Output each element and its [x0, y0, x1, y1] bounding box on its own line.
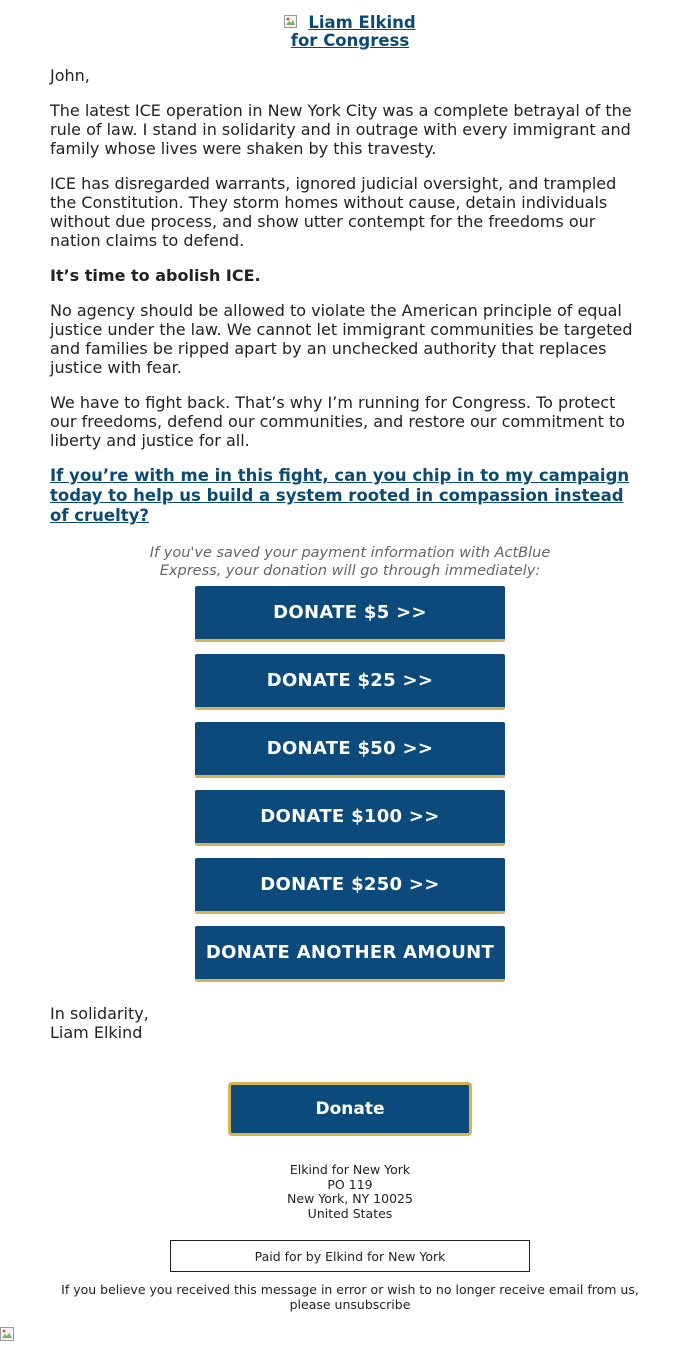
donate-50-button[interactable]: DONATE $50 >>: [195, 722, 505, 778]
address-line4: United States: [307, 1205, 393, 1221]
logo-alt-line1[interactable]: Liam Elkind: [308, 13, 416, 32]
address-line2: PO 119: [327, 1176, 373, 1192]
logo-link[interactable]: [284, 14, 415, 50]
email-body: [50, 66, 640, 542]
greeting: John,: [50, 66, 90, 85]
signoff-name: Liam Elkind: [50, 1023, 143, 1042]
donate-100-button[interactable]: DONATE $100 >>: [195, 790, 505, 846]
mailing-address: [0, 1163, 700, 1221]
donate-5-button[interactable]: DONATE $5 >>: [195, 586, 505, 642]
footer-line1: If you believe you received this message in error or wish to no longer receive email from us,: [61, 1282, 639, 1297]
tracking-pixel-broken-image-icon: [0, 1327, 16, 1343]
signoff: [50, 1004, 149, 1042]
paragraph-5: We have to fight back. That’s why I’m running for Congress. To protect our freedoms, defend our communities, and restore our commitment to liberty and justice for all.: [50, 393, 626, 450]
donate-25-button[interactable]: DONATE $25 >>: [195, 654, 505, 710]
donate-another-amount-button[interactable]: DONATE ANOTHER AMOUNT: [195, 926, 505, 982]
paragraph-abolish-ice: It’s time to abolish ICE.: [50, 266, 261, 285]
paid-for-disclaimer: Paid for by Elkind for New York: [170, 1240, 530, 1272]
paragraph-2: ICE has disregarded warrants, ignored judicial oversight, and trampled the Constitution. They storm homes without cause, detain individuals without due process, and show utter contempt for the freedoms our nation claims to defend.: [50, 174, 617, 250]
header-logo[interactable]: [0, 14, 700, 50]
donate-250-button[interactable]: DONATE $250 >>: [195, 858, 505, 914]
broken-image-icon: [284, 15, 298, 29]
donate-button[interactable]: Donate: [228, 1082, 472, 1136]
paragraph-4: No agency should be allowed to violate the American principle of equal justice under the law. We cannot let immigrant communities be targeted and families be ripped apart by an unchecked authority that replaces justice with fear.: [50, 301, 633, 377]
address-line1: Elkind for New York: [289, 1162, 411, 1177]
cta-link[interactable]: If you’re with me in this fight, can you chip in to my campaign today to help us build a system rooted in compassion instead of cruelty?: [50, 466, 630, 525]
express-note-line2: Express, your donation will go through immediately:: [159, 563, 541, 579]
actblue-express-note: [0, 544, 700, 580]
signoff-line1: In solidarity,: [50, 1004, 149, 1023]
unsubscribe-footer: [50, 1282, 650, 1312]
unsubscribe-link[interactable]: please unsubscribe: [289, 1297, 411, 1312]
address-line3: New York, NY 10025: [287, 1191, 413, 1206]
express-note-line1: If you've saved your payment information with ActBlue: [149, 545, 551, 561]
logo-alt-line2[interactable]: for Congress: [290, 31, 410, 50]
paragraph-1: The latest ICE operation in New York City was a complete betrayal of the rule of law. I stand in solidarity and in outrage with every immigrant and family whose lives were shaken by this travesty.: [50, 101, 632, 158]
cta-paragraph: [50, 466, 640, 526]
